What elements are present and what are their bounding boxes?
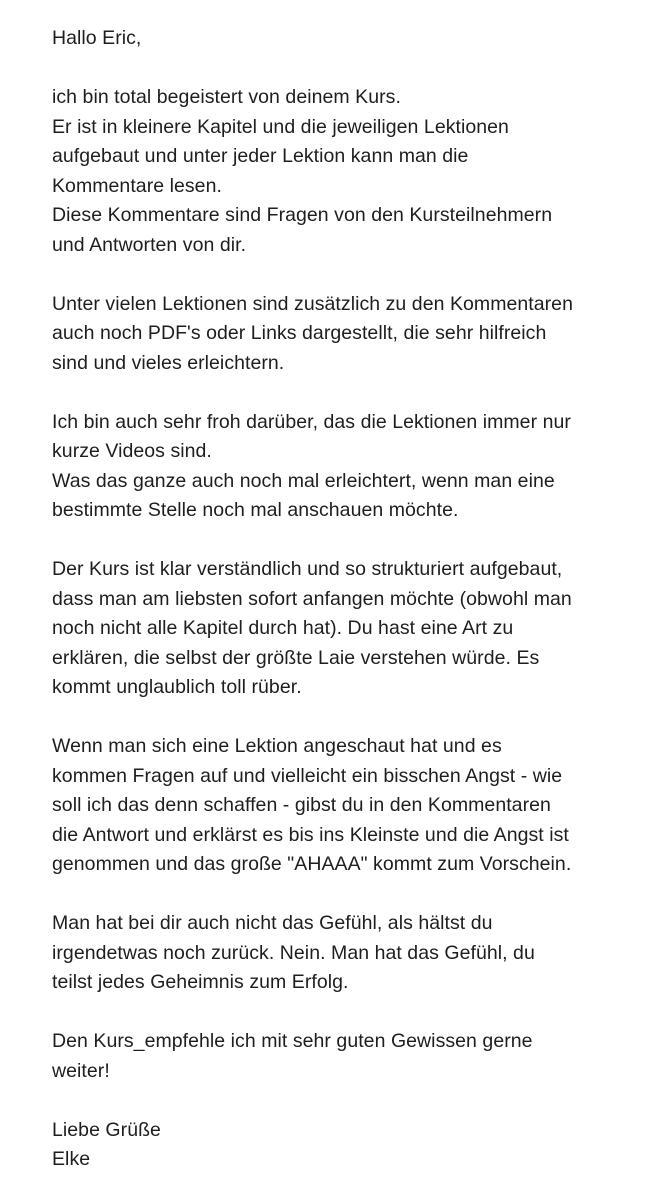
paragraph-line: weiter!	[52, 1059, 110, 1082]
paragraph-line: soll ich das denn schaffen - gibst du in den Kommentaren	[52, 794, 551, 816]
paragraph-line: Wenn man sich eine Lektion angeschaut hat und es	[52, 735, 502, 757]
paragraph-line: irgendetwas noch zurück. Nein. Man hat das Gefühl, du	[52, 941, 535, 964]
closing-block	[52, 1116, 630, 1175]
paragraph-line: die Antwort und erklärst es bis ins Kleinste und die Angst ist	[52, 823, 569, 846]
paragraph-line: bestimmte Stelle noch mal anschauen möchte.	[52, 499, 459, 521]
paragraph-line: auch noch PDF's oder Links dargestellt, die sehr hilfreich	[52, 322, 547, 344]
paragraph-line: Er ist in kleinere Kapitel und die jeweiligen Lektionen	[52, 115, 509, 138]
paragraph-line: Diese Kommentare sind Fragen von den Kursteilnehmern	[52, 204, 553, 226]
paragraph-line: Kommentare lesen.	[52, 174, 222, 197]
paragraph-line: und Antworten von dir.	[52, 233, 247, 256]
paragraph-line: teilst jedes Geheimnis zum Erfolg.	[52, 971, 349, 993]
paragraph-line: kommen Fragen auf und vielleicht ein bisschen Angst - wie	[52, 764, 563, 787]
paragraph-line: Man hat bei dir auch nicht das Gefühl, als hältst du	[52, 912, 493, 934]
body-paragraph	[52, 555, 630, 703]
paragraph-line: Den Kurs_empfehle ich mit sehr guten Gewissen gerne	[52, 1030, 533, 1052]
greeting: Hallo Eric,	[52, 27, 142, 49]
paragraph-line: genommen und das große "AHAAA" kommt zum Vorschein.	[52, 853, 572, 875]
paragraph-line: Was das ganze auch noch mal erleichtert, wenn man eine	[52, 469, 555, 492]
paragraph-line: sind und vieles erleichtern.	[52, 351, 285, 374]
closing: Liebe Grüße	[52, 1118, 161, 1141]
greeting-paragraph	[52, 24, 630, 54]
paragraph-line: Der Kurs ist klar verständlich und so strukturiert aufgebaut,	[52, 558, 563, 580]
paragraph-line: noch nicht alle Kapitel durch hat). Du hast eine Art zu	[52, 617, 514, 639]
paragraph-line: ich bin total begeistert von deinem Kurs.	[52, 86, 401, 108]
body-paragraph	[52, 732, 630, 880]
paragraph-line: kommt unglaublich toll rüber.	[52, 676, 302, 698]
body-paragraph	[52, 1027, 630, 1086]
letter-paragraphs	[52, 83, 630, 1086]
body-paragraph	[52, 290, 630, 379]
paragraph-line: Ich bin auch sehr froh darüber, das die Lektionen immer nur	[52, 410, 571, 433]
paragraph-line: Unter vielen Lektionen sind zusätzlich zu den Kommentaren	[52, 292, 573, 315]
paragraph-line: aufgebaut und unter jeder Lektion kann man die	[52, 145, 469, 167]
paragraph-line: kurze Videos sind.	[52, 440, 212, 462]
body-paragraph	[52, 909, 630, 998]
paragraph-line: dass man am liebsten sofort anfangen möchte (obwohl man	[52, 587, 572, 610]
paragraph-line: erklären, die selbst der größte Laie verstehen würde. Es	[52, 646, 540, 669]
signature: Elke	[52, 1148, 91, 1170]
body-paragraph	[52, 408, 630, 526]
body-paragraph	[52, 83, 630, 260]
